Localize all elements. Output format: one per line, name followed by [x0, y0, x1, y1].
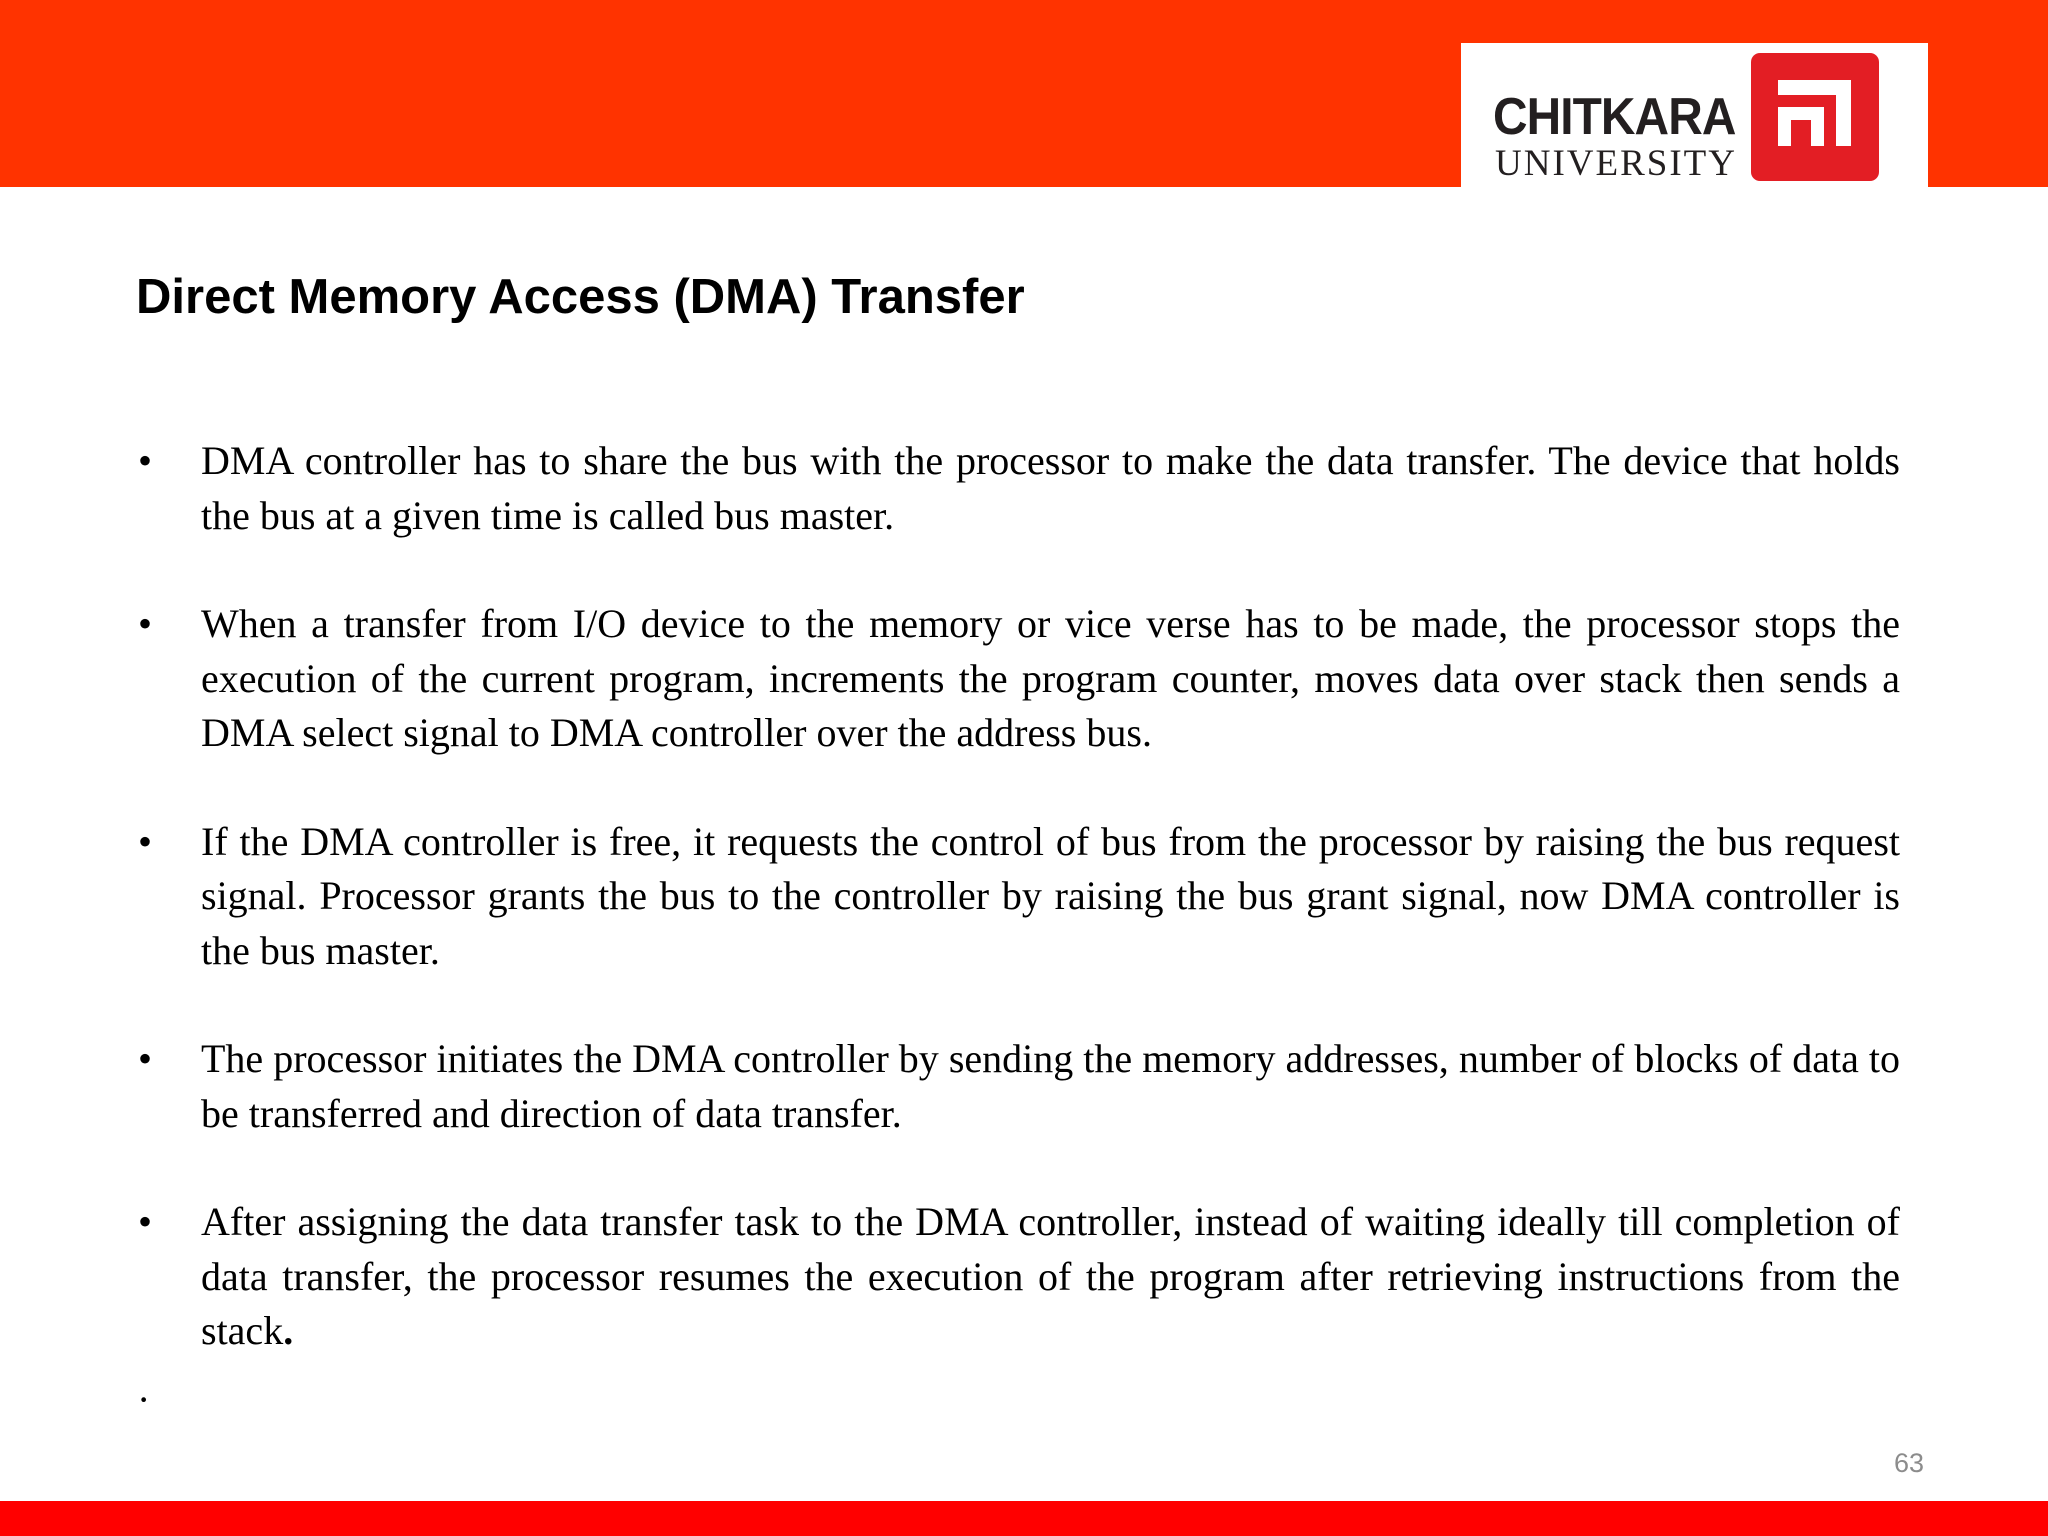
chitkara-logo-mark-icon — [1751, 53, 1879, 181]
slide-title: Direct Memory Access (DMA) Transfer — [136, 270, 1025, 324]
bullet-text: After assigning the data transfer task to the DMA controller, instead of waiting ideally till completion of data transfer, the processor resumes the execution of the program after retrieving instructions from the stack — [201, 1199, 1900, 1353]
bullet-marker: • — [138, 1199, 153, 1244]
footer-bar — [0, 1501, 2048, 1536]
bullet-text: When a transfer from I/O device to the memory or vice verse has to be made, the processor stops the execution of the current program, increments the program counter, moves data over stack then sends a DMA select signal to DMA controller over the address bus. — [201, 601, 1900, 755]
bullet-text: The processor initiates the DMA controller by sending the memory addresses, number of blocks of data to be transferred and direction of data transfer. — [201, 1036, 1900, 1136]
university-logo — [1461, 43, 1928, 189]
logo-subtitle: UNIVERSITY — [1495, 143, 1737, 184]
stray-mark: · — [137, 1377, 151, 1422]
bullet-item — [136, 1032, 1900, 1141]
bullet-marker: • — [138, 818, 153, 864]
bullet-marker: • — [138, 438, 153, 483]
bullet-item — [136, 1195, 1900, 1359]
bullet-item — [136, 597, 1900, 761]
bullet-item — [136, 815, 1900, 979]
bullet-text: If the DMA controller is free, it requests the control of bus from the processor by raising the bus request signal. Processor grants the bus to the controller by raising the bus grant signal, now DMA controller is the bus master. — [201, 818, 1900, 973]
bullet-item — [136, 434, 1900, 543]
bullet-text: DMA controller has to share the bus with the processor to make the data transfer. The device that holds the bus at a given time is called bus master. — [201, 438, 1900, 538]
bullet-list — [136, 434, 1900, 1413]
header-bar — [0, 0, 2048, 187]
bullet-marker: • — [138, 1036, 153, 1081]
bullet-marker: • — [138, 601, 153, 646]
bullet-end-mark: . — [283, 1308, 294, 1353]
logo-wordmark: CHITKARA — [1493, 88, 1736, 146]
page-number: 63 — [1893, 1448, 1924, 1478]
